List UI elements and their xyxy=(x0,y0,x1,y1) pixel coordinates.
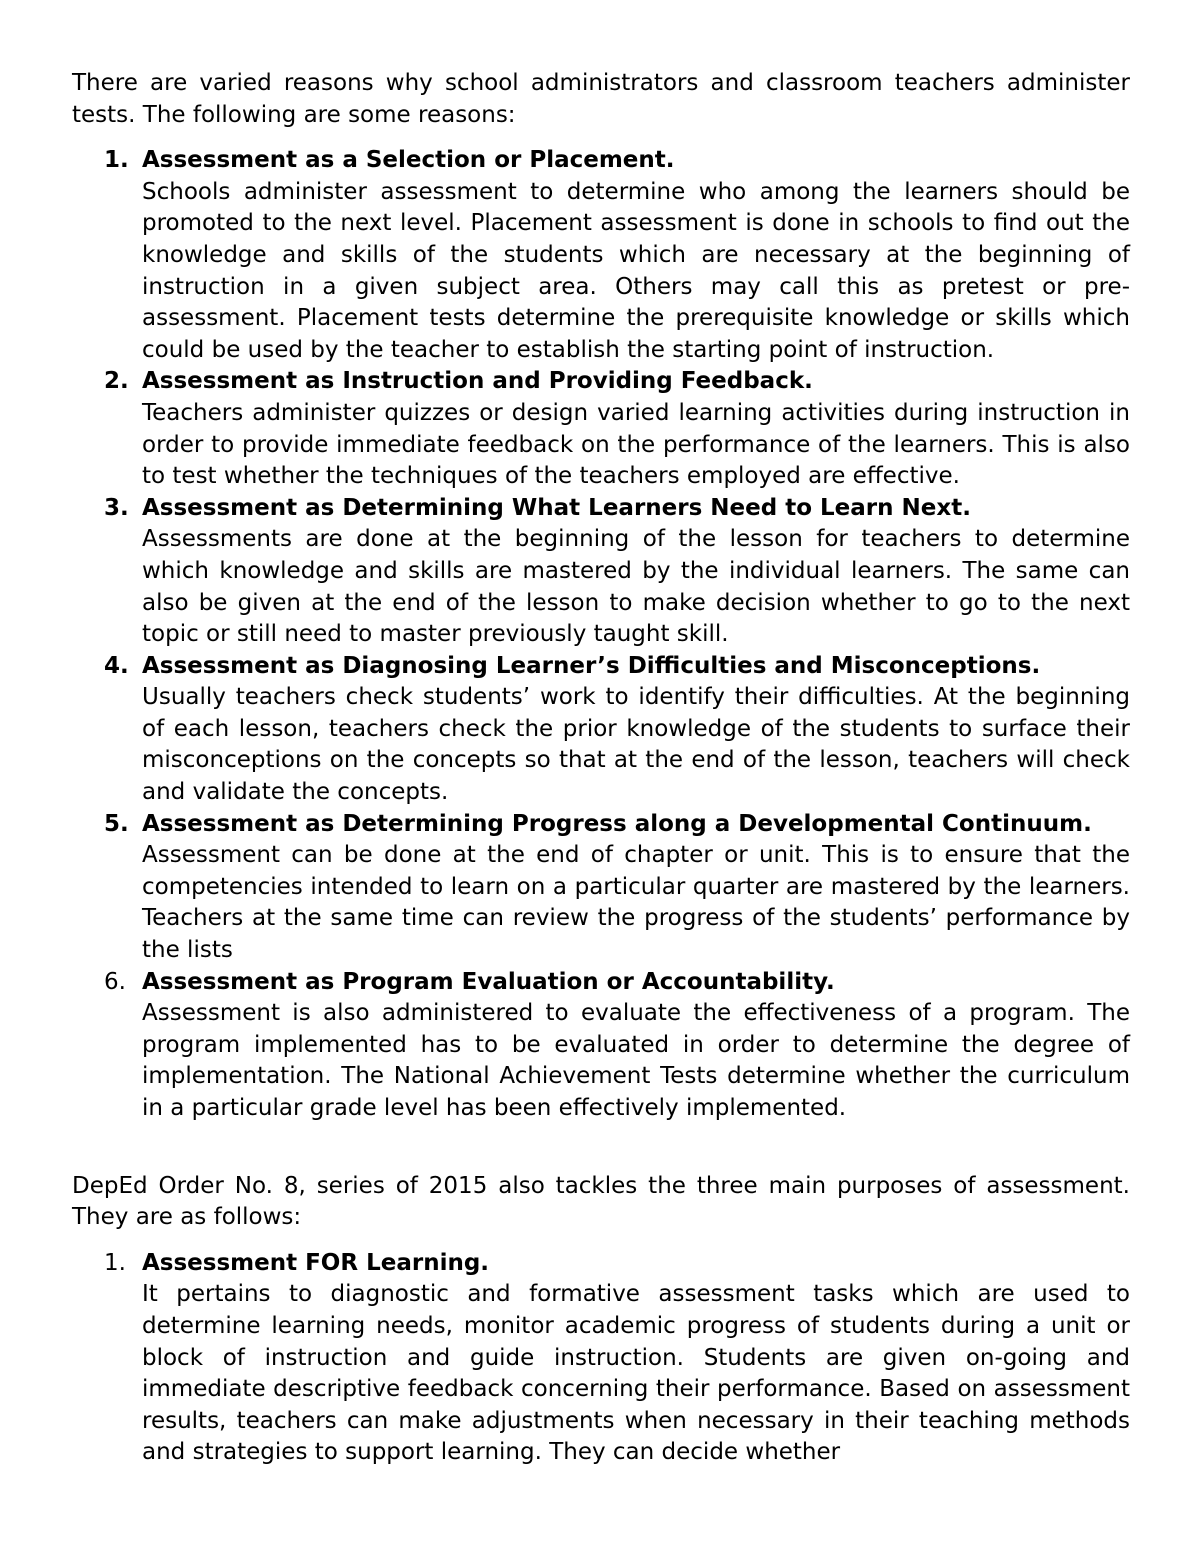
list-item-title: Assessment FOR Learning. xyxy=(142,1249,490,1276)
list-item-body: Assessments are done at the beginning of the lesson for teachers to determine which knowledge and skills are mastered by the individual learners. The same can also be given at the end of the lesson to make decision whether to go to the next topic or still need to master previously taught skill. xyxy=(142,526,1130,648)
deped-intro-paragraph: DepEd Order No. 8, series of 2015 also tackles the three main purposes of assessment. They are as follows: xyxy=(72,1172,1130,1231)
list-item xyxy=(72,493,1130,651)
list-item-title: Assessment as Determining What Learners Need to Learn Next. xyxy=(142,494,971,521)
document-page xyxy=(72,68,1130,1469)
list-item-body: Teachers administer quizzes or design varied learning activities during instruction in order to provide immediate feedback on the performance of the learners. This is also to test whether the techniques of the teachers employed are effective. xyxy=(142,399,1130,490)
list-number: 1. xyxy=(104,1249,126,1276)
list-item-title: Assessment as Determining Progress along a Developmental Continuum. xyxy=(142,810,1092,837)
list-number: 1. xyxy=(104,147,129,174)
list-item-body: Assessment can be done at the end of chapter or unit. This is to ensure that the competencies intended to learn on a particular quarter are mastered by the learners. Teachers at the same time can review the progress of the students’ performance by the lists xyxy=(142,842,1130,964)
list-item-body: Assessment is also administered to evaluate the effectiveness of a program. The program implemented has to be evaluated in order to determine the degree of implementation. The National Achievement Tests determine whether the curriculum in a particular grade level has been effectively implemented. xyxy=(142,1000,1130,1121)
list-item-title: Assessment as Program Evaluation or Accountability. xyxy=(142,968,835,995)
list-item xyxy=(72,366,1130,492)
list-item-body: It pertains to diagnostic and formative assessment tasks which are used to determine learning needs, monitor academic progress of students during a unit or block of instruction and guide instruction. Students are given on-going and immediate descriptive feedback concerning their performance. Based on assessment results, teachers can make adjustments when necessary in their teaching methods and strategies to support learning. They can decide whether xyxy=(142,1281,1130,1466)
list-item xyxy=(72,809,1130,967)
reasons-list xyxy=(72,145,1130,1124)
list-number: 5. xyxy=(104,810,129,837)
list-item-body: Usually teachers check students’ work to identify their difficulties. At the beginning of each lesson, teachers check the prior knowledge of the students to surface their misconceptions on the concepts so that at the end of the lesson, teachers will check and validate the concepts. xyxy=(142,684,1130,806)
list-number: 6. xyxy=(104,968,126,995)
list-item xyxy=(72,145,1130,366)
list-item xyxy=(72,967,1130,1125)
list-number: 3. xyxy=(104,494,129,521)
list-item-body: Schools administer assessment to determine who among the learners should be promoted to the next level. Placement assessment is done in schools to find out the knowledge and skills of the students which are necessary at the beginning of instruction in a given subject area. Others may call this as pretest or pre-assessment. Placement tests determine the prerequisite knowledge or skills which could be used by the teacher to establish the starting point of instruction. xyxy=(142,178,1130,363)
purposes-list xyxy=(72,1248,1130,1469)
list-item-title: Assessment as Diagnosing Learner’s Difficulties and Misconceptions. xyxy=(142,652,1041,679)
list-item xyxy=(72,651,1130,809)
list-number: 4. xyxy=(104,652,129,679)
list-item-title: Assessment as a Selection or Placement. xyxy=(142,147,675,174)
list-item-title: Assessment as Instruction and Providing Feedback. xyxy=(142,368,813,395)
intro-paragraph: There are varied reasons why school administrators and classroom teachers administer tests. The following are some reasons: xyxy=(72,70,1130,128)
list-item xyxy=(72,1248,1130,1469)
list-number: 2. xyxy=(104,368,129,395)
